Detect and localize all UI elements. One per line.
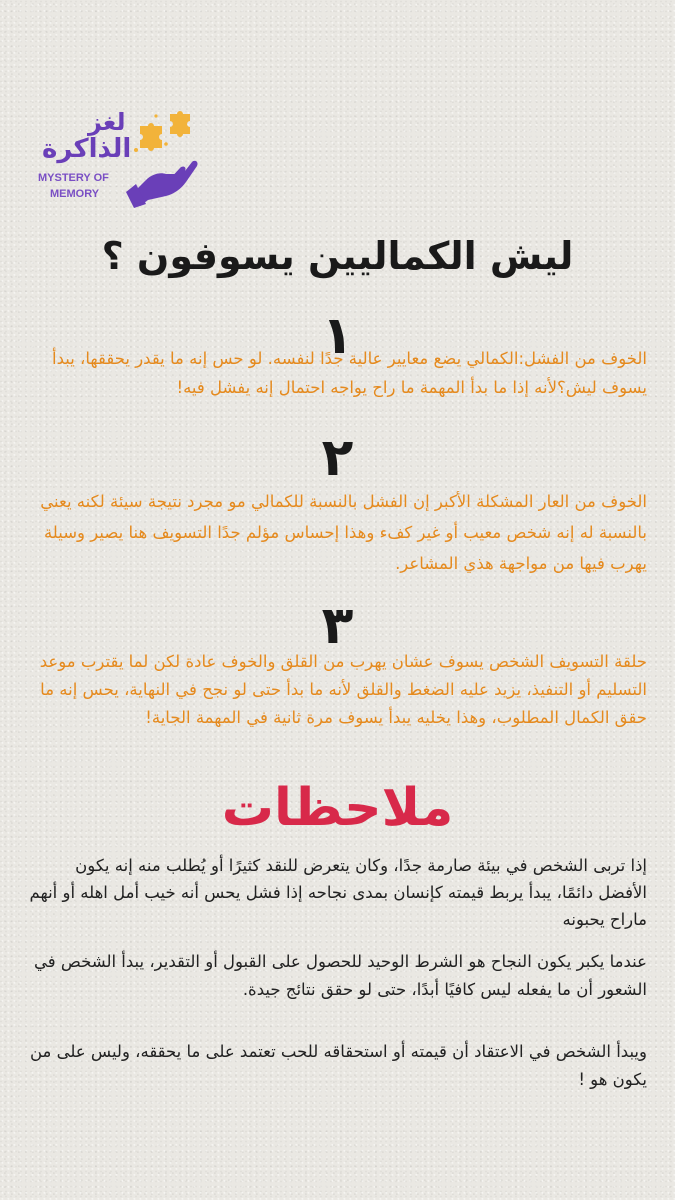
section-number-3: ٣ — [321, 596, 354, 656]
note-paragraph-1: إذا تربى الشخص في بيئة صارمة جدًا، وكان يتعرض للنقد كثيرًا أو يُطلب منه إنه يكون الأفضل دائمًا، يبدأ يربط قيمته كإنسان بمدى نجاحه إذا فشل يحس أنه خيب أمل اهله أو أنهم ماراح يحبونه — [29, 856, 647, 929]
note-paragraph-3: ويبدأ الشخص في الاعتقاد أن قيمته أو استحقاقه للحب تعتمد على ما يحققه، وليس على من يكون هو ! — [29, 1042, 647, 1089]
logo-arabic-line1: لغز — [88, 108, 126, 136]
page-title: ليش الكماليين يسوفون ؟ — [101, 234, 574, 278]
section-number-2: ٢ — [321, 428, 354, 488]
section-text-2: الخوف من العار المشكلة الأكبر إن الفشل بالنسبة للكمالي مو مجرد نتيجة سيئة لكنه يعني بالنسبة له إنه شخص معيب أو غير كفء وهذا إحساس مؤلم جدًا التسويف هنا يصير وسيلة يهرب فيها من مواجهة هذي المشاعر. — [40, 492, 647, 573]
section-text-1: الخوف من الفشل:الكمالي يضع معايير عالية جدًا لنفسه. لو حس إنه ما يقدر يحققها، يبدأ يسوف ليش؟لأنه إذا ما بدأ المهمة ما راح يواجه احتمال إنه يفشل فيه! — [52, 349, 647, 397]
logo-arabic-line2: الذاكرة — [42, 134, 132, 164]
brand-logo — [30, 108, 200, 208]
logo-english-line2: MEMORY — [50, 188, 100, 200]
note-paragraph-2: عندما يكبر يكون النجاح هو الشرط الوحيد للحصول على القبول أو التقدير، يبدأ الشخص في الشعور أن ما يفعله ليس كافيًا أبدًا، حتى لو حقق نتائج جيدة. — [33, 952, 647, 999]
section-number-1: ١ — [321, 306, 354, 366]
logo-english-line1: MYSTERY OF — [38, 172, 109, 184]
section-text-3: حلقة التسويف الشخص يسوف عشان يهرب من القلق والخوف عادة لكن لما يقترب موعد التسليم أو التنفيذ، يزيد عليه الضغط والقلق لأنه ما بدأ حتى لو نجح في النهاية، يحس إنه ما حقق الكمال المطلوب، وهذا يخليه يبدأ يسوف مرة ثانية في المهمة الجاية! — [39, 652, 647, 727]
notes-title: ملاحظات — [221, 778, 454, 838]
hand-puzzle-icon — [126, 108, 206, 208]
